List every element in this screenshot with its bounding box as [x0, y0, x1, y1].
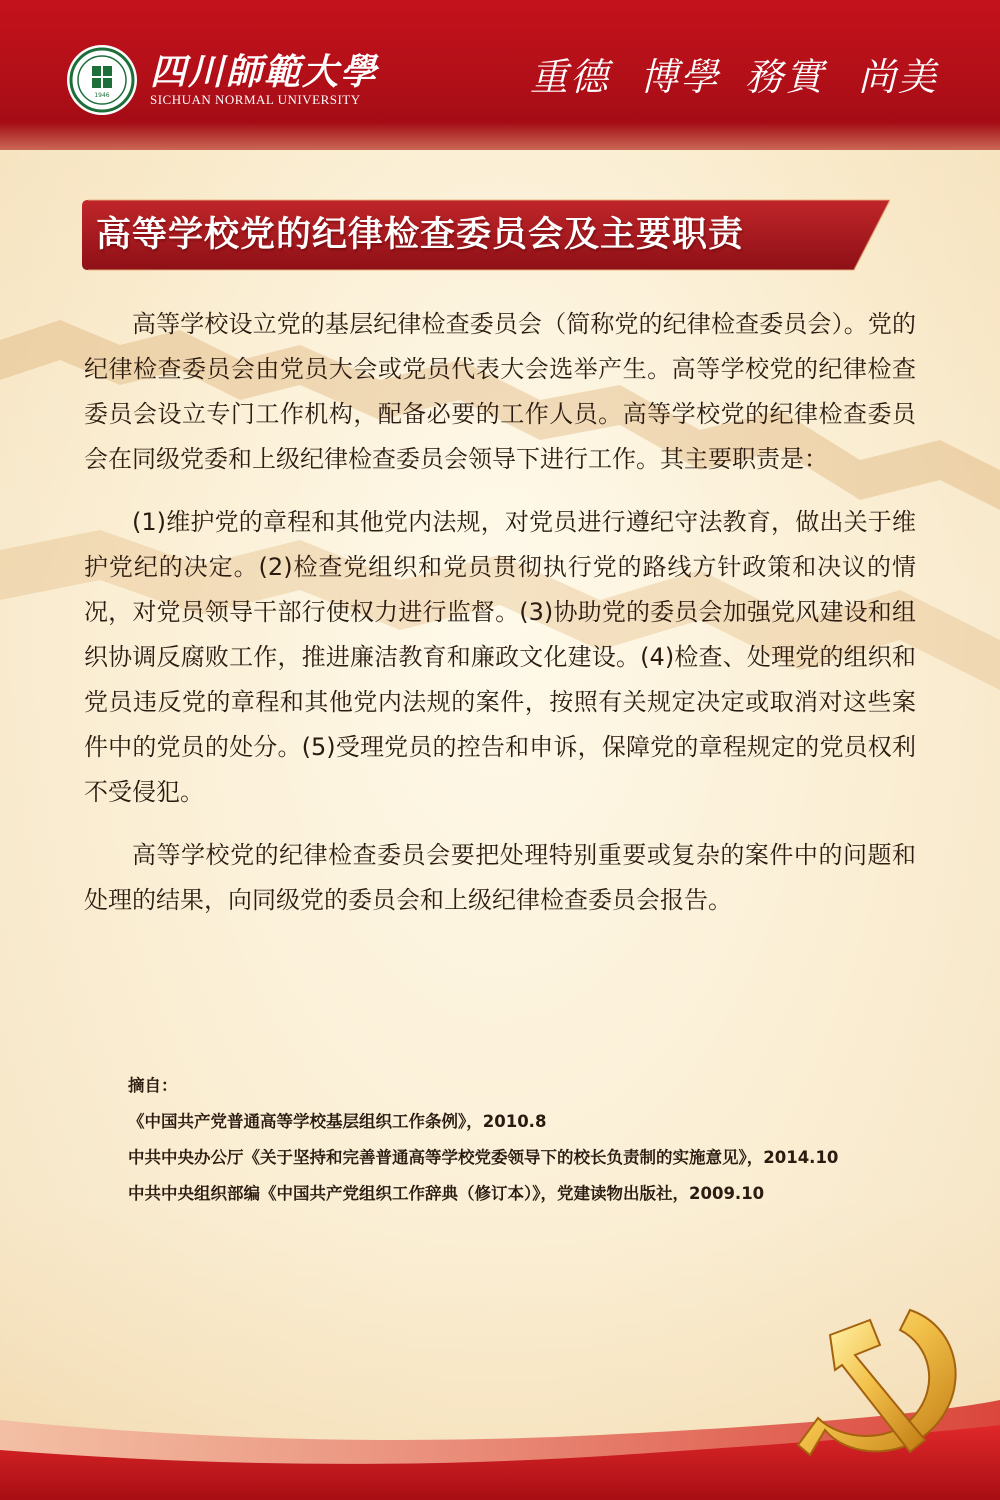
- motto-item: 尚美: [858, 55, 939, 99]
- source-item: 中共中央办公厅《关于坚持和完善普通高等学校党委领导下的校长负责制的实施意见》，2014.10: [128, 1148, 839, 1167]
- svg-text:1946: 1946: [94, 92, 110, 99]
- paragraph: 高等学校党的纪律检查委员会要把处理特别重要或复杂的案件中的问题和处理的结果，向同级党的委员会和上级纪律检查委员会报告。: [84, 841, 916, 914]
- source-citations: [128, 1068, 928, 1212]
- paragraph: 高等学校设立党的基层纪律检查委员会（简称党的纪律检查委员会）。党的纪律检查委员会由党员大会或党员代表大会选举产生。高等学校党的纪律检查委员会设立专门工作机构，配备必要的工作人员。高等学校党的纪律检查委员会在同级党委和上级纪律检查委员会领导下进行工作。其主要职责是：: [84, 310, 916, 473]
- hammer-sickle-icon: [790, 1290, 980, 1480]
- motto-item: 務實: [745, 55, 826, 99]
- main-content: [84, 302, 916, 941]
- source-label: 摘自：: [128, 1076, 178, 1095]
- motto-item: 博學: [640, 55, 721, 99]
- paragraph: (1)维护党的章程和其他党内法规，对党员进行遵纪守法教育，做出关于维护党纪的决定。(2)检查党组织和党员贯彻执行党的路线方针政策和决议的情况，对党员领导干部行使权力进行监督。(3)协助党的委员会加强党风建设和组织协调反腐败工作，推进廉洁教育和廉政文化建设。(4)检查、处理党的组织和党员违反党的章程和其他党内法规的案件，按照有关规定决定或取消对这些案件中的党员的处分。(5)受理党员的控告和申诉，保障党的章程规定的党员权利不受侵犯。: [84, 508, 916, 806]
- page-title: 高等学校党的纪律检查委员会及主要职责: [96, 214, 745, 255]
- motto-item: 重德: [530, 55, 611, 99]
- university-name-en: SICHUAN NORMAL UNIVERSITY: [150, 92, 361, 107]
- source-item: 《中国共产党普通高等学校基层组织工作条例》，2010.8: [128, 1112, 547, 1131]
- university-emblem-icon: [66, 44, 138, 116]
- source-item: 中共中央组织部编《中国共产党组织工作辞典（修订本）》，党建读物出版社，2009.10: [128, 1184, 765, 1203]
- university-name-cn: 四川師範大學: [150, 51, 379, 93]
- header-bar: [0, 0, 1000, 150]
